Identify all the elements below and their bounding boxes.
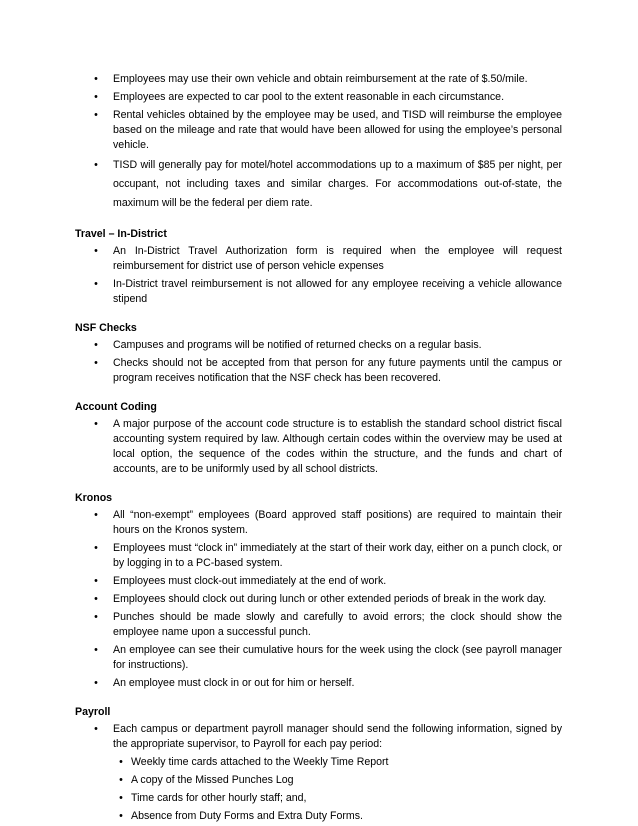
bullet-icon: • <box>94 593 98 605</box>
bullet-icon: • <box>119 774 123 786</box>
section-heading: Payroll <box>75 706 111 718</box>
payroll-bullet-list <box>75 722 562 752</box>
intro-bullet-list <box>75 72 562 213</box>
account-coding-section <box>75 400 562 477</box>
list-item: • Employees must “clock in” immediately at the start of their work day, either on a punch clock, or by logging in to a PC-based system. <box>75 541 562 571</box>
list-item: • In-District travel reimbursement is not allowed for any employee receiving a vehicle allowance stipend <box>75 277 562 307</box>
bullet-icon: • <box>94 159 98 171</box>
bullet-icon: • <box>94 723 98 735</box>
bullet-icon: • <box>94 109 98 121</box>
travel-bullet-list <box>75 244 562 307</box>
bullet-icon: • <box>94 575 98 587</box>
list-item: • A major purpose of the account code structure is to establish the standard school district fiscal accounting system required by law. Although certain codes within the overview may be used at local option, the sequence of the codes within the structure, and the funds and chart of accounts, are to be uniformly used by all school districts. <box>75 417 562 477</box>
list-item: • An In-District Travel Authorization form is required when the employee will request reimbursement for district use of person vehicle expenses <box>75 244 562 274</box>
section-heading: Account Coding <box>75 401 157 413</box>
bullet-icon: • <box>94 677 98 689</box>
bullet-icon: • <box>119 792 123 804</box>
account-coding-bullet-list <box>75 417 562 477</box>
section-heading: Travel – In-District <box>75 228 167 240</box>
bullet-icon: • <box>94 339 98 351</box>
nsf-section <box>75 321 562 386</box>
kronos-bullet-list <box>75 508 562 691</box>
list-item: • Campuses and programs will be notified of returned checks on a regular basis. <box>75 338 562 353</box>
list-item: • Weekly time cards attached to the Weekly Time Report <box>113 755 562 770</box>
nsf-bullet-list <box>75 338 562 386</box>
bullet-icon: • <box>119 810 123 822</box>
list-item: • All “non-exempt” employees (Board approved staff positions) are required to maintain their hours on the Kronos system. <box>75 508 562 538</box>
bullet-icon: • <box>94 245 98 257</box>
list-item: • An employee must clock in or out for him or herself. <box>75 676 562 691</box>
list-item: • Punches should be made slowly and carefully to avoid errors; the clock should show the employee name upon a successful punch. <box>75 610 562 640</box>
list-item: • Absence from Duty Forms and Extra Duty Forms. <box>113 809 562 824</box>
bullet-icon: • <box>94 418 98 430</box>
list-item: • Each campus or department payroll manager should send the following information, signed by the appropriate supervisor, to Payroll for each pay period: <box>75 722 562 752</box>
travel-section <box>75 227 562 307</box>
intro-section <box>75 72 562 213</box>
list-item: • Rental vehicles obtained by the employee may be used, and TISD will reimburse the employee based on the mileage and rate that would have been allowed for using the employee’s personal vehicle. <box>75 108 562 153</box>
bullet-icon: • <box>94 73 98 85</box>
payroll-section <box>75 705 562 824</box>
bullet-icon: • <box>119 756 123 768</box>
bullet-icon: • <box>94 509 98 521</box>
section-heading: Kronos <box>75 492 113 504</box>
list-item: • An employee can see their cumulative hours for the week using the clock (see payroll manager for instructions). <box>75 643 562 673</box>
bullet-icon: • <box>94 91 98 103</box>
list-item: • Time cards for other hourly staff; and, <box>113 791 562 806</box>
bullet-icon: • <box>94 542 98 554</box>
kronos-section <box>75 491 562 691</box>
list-item: • TISD will generally pay for motel/hotel accommodations up to a maximum of $85 per night, per occupant, not including taxes and similar charges. For accommodations out-of-state, the maximum will be the federal per diem rate. <box>75 156 562 213</box>
list-item: • A copy of the Missed Punches Log <box>113 773 562 788</box>
list-item: • Employees should clock out during lunch or other extended periods of break in the work day. <box>75 592 562 607</box>
section-heading: NSF Checks <box>75 322 137 334</box>
bullet-icon: • <box>94 278 98 290</box>
list-item: • Employees are expected to car pool to the extent reasonable in each circumstance. <box>75 90 562 105</box>
list-item: • Checks should not be accepted from that person for any future payments until the campus or program receives notification that the NSF check has been recovered. <box>75 356 562 386</box>
list-item: • Employees may use their own vehicle and obtain reimbursement at the rate of $.50/mile. <box>75 72 562 87</box>
bullet-icon: • <box>94 357 98 369</box>
bullet-icon: • <box>94 611 98 623</box>
payroll-sub-bullet-list <box>75 755 562 824</box>
bullet-icon: • <box>94 644 98 656</box>
list-item: • Employees must clock-out immediately at the end of work. <box>75 574 562 589</box>
